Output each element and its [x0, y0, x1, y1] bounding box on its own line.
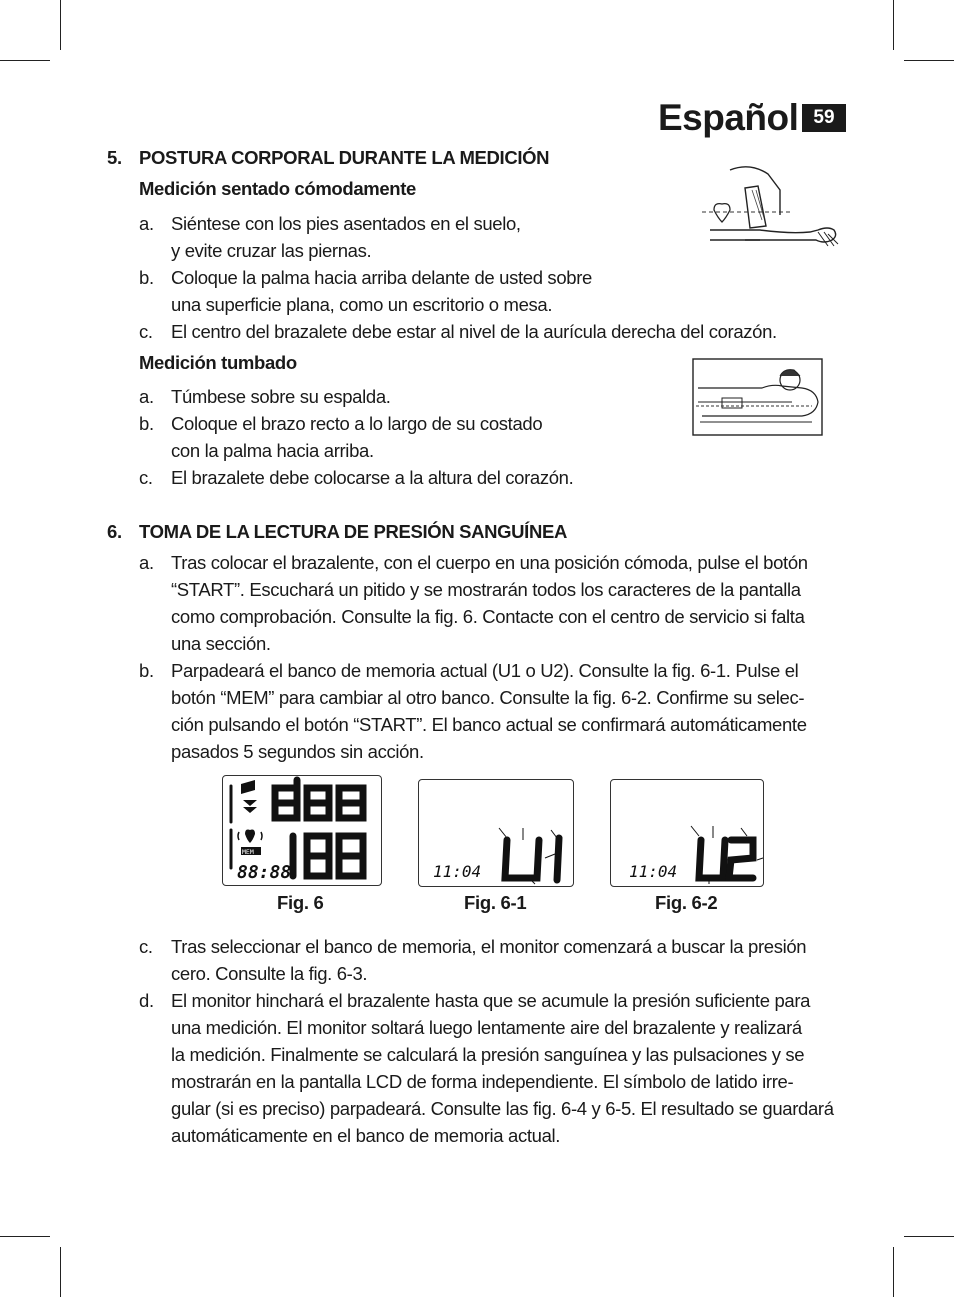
item-label: d. — [139, 990, 154, 1011]
lcd-bank-u1 — [419, 780, 573, 886]
item-line: pasados 5 segundos sin acción. — [171, 741, 424, 762]
item-line: automáticamente en el banco de memoria actual. — [171, 1125, 561, 1146]
section-title: TOMA DE LA LECTURA DE PRESIÓN SANGUÍNEA — [139, 521, 567, 542]
crop-mark — [904, 60, 954, 61]
seated-arm-illustration — [700, 160, 845, 255]
item-line: El monitor hinchará el brazalente hasta que se acumule la presión suficiente para — [171, 990, 811, 1011]
item-line: la medición. Finalmente se calculará la presión sanguínea y las pulsaciones y se — [171, 1044, 805, 1065]
lcd-fig6-1 — [418, 779, 574, 887]
item-line: una superficie plana, como un escritorio o mesa. — [171, 294, 553, 315]
section-number: 6. — [107, 521, 122, 542]
lcd-time: 11:04 — [433, 862, 482, 881]
item-label: c. — [139, 321, 153, 342]
lcd-fig6-2 — [610, 779, 764, 887]
item-label: b. — [139, 413, 154, 434]
item-line: Coloque la palma hacia arriba delante de usted sobre — [171, 267, 592, 288]
item-label: c. — [139, 936, 153, 957]
crop-mark — [0, 1236, 50, 1237]
item-line: Coloque el brazo recto a lo largo de su costado — [171, 413, 543, 434]
lcd-fig6 — [222, 775, 382, 886]
lcd-bank-glyph — [505, 838, 559, 880]
figure-caption: Fig. 6 — [277, 892, 324, 913]
item-label: a. — [139, 552, 154, 573]
page-number: 59 — [802, 104, 846, 132]
subheading-lying: Medición tumbado — [139, 352, 297, 373]
lcd-mem-label: MEM — [242, 848, 254, 856]
item-label: a. — [139, 386, 154, 407]
item-line: Tras colocar el brazalente, con el cuerpo en una posición cómoda, pulse el botón — [171, 552, 808, 573]
item-line: El brazalete debe colocarse a la altura del corazón. — [171, 467, 574, 488]
crop-mark — [0, 60, 50, 61]
item-line: ción pulsando el botón “START”. El banco actual se confirmará automáticamente — [171, 714, 807, 735]
item-line: Túmbese sobre su espalda. — [171, 386, 391, 407]
item-line: una sección. — [171, 633, 271, 654]
item-line: gular (si es preciso) parpadeará. Consulte las fig. 6-4 y 6-5. El resultado se guardará — [171, 1098, 834, 1119]
figure-caption: Fig. 6-2 — [655, 892, 718, 913]
lcd-all-segments — [223, 776, 381, 885]
language-title: Español — [658, 97, 799, 138]
crop-mark — [60, 1247, 61, 1297]
item-line: Siéntese con los pies asentados en el suelo, — [171, 213, 521, 234]
crop-mark — [60, 0, 61, 50]
item-line: una medición. El monitor soltará luego lentamente aire del brazalente y realizará — [171, 1017, 802, 1038]
lcd-time-digits — [237, 862, 291, 883]
item-label: b. — [139, 660, 154, 681]
figure-caption: Fig. 6-1 — [464, 892, 527, 913]
subheading-seated: Medición sentado cómodamente — [139, 178, 416, 199]
crop-mark — [893, 1247, 894, 1297]
lcd-time: 11:04 — [629, 862, 678, 881]
lcd-bank-glyph — [699, 840, 753, 878]
item-line: “START”. Escuchará un pitido y se mostrarán todos los caracteres de la pantalla — [171, 579, 801, 600]
item-label: c. — [139, 467, 153, 488]
item-line: cero. Consulte la fig. 6-3. — [171, 963, 368, 984]
section-title: POSTURA CORPORAL DURANTE LA MEDICIÓN — [139, 147, 550, 168]
lcd-systolic-digits — [275, 780, 363, 818]
crop-mark — [904, 1236, 954, 1237]
crop-mark — [893, 0, 894, 50]
item-line: como comprobación. Consulte la fig. 6. Contacte con el centro de servicio si falta — [171, 606, 805, 627]
item-line: mostrarán en la pantalla LCD de forma independiente. El símbolo de latido irre- — [171, 1071, 794, 1092]
item-line: Parpadeará el banco de memoria actual (U1 o U2). Consulte la fig. 6-1. Pulse el — [171, 660, 799, 681]
item-line: y evite cruzar las piernas. — [171, 240, 372, 261]
item-line: El centro del brazalete debe estar al nivel de la aurícula derecha del corazón. — [171, 321, 777, 342]
item-label: a. — [139, 213, 154, 234]
item-line: con la palma hacia arriba. — [171, 440, 374, 461]
lying-position-illustration — [692, 358, 823, 436]
lcd-diastolic-digits — [293, 836, 363, 876]
item-label: b. — [139, 267, 154, 288]
section-number: 5. — [107, 147, 122, 168]
item-line: botón “MEM” para cambiar al otro banco. Consulte la fig. 6-2. Confirme su selec- — [171, 687, 805, 708]
lcd-bank-u2 — [611, 780, 763, 886]
item-line: Tras seleccionar el banco de memoria, el monitor comenzará a buscar la presión — [171, 936, 807, 957]
svg-text:88:88: 88:88 — [237, 862, 292, 883]
